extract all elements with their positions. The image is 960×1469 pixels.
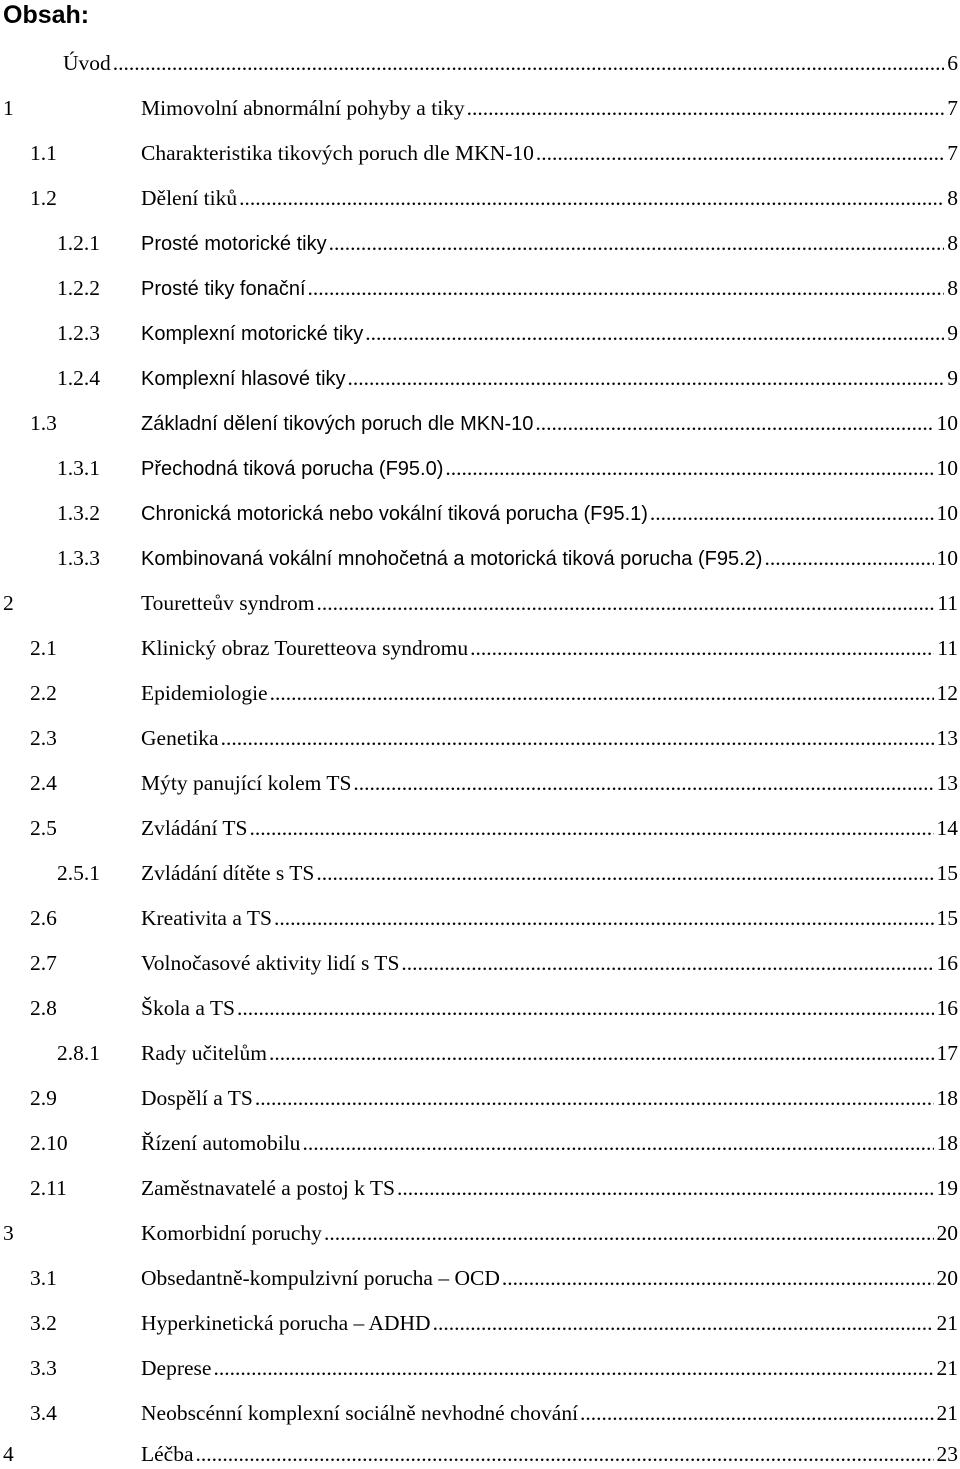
section-number: 4 [3,1442,14,1466]
toc-entry[interactable] [0,363,958,393]
page-number: 7 [947,141,958,165]
section-title: Prosté motorické tiky [141,233,327,255]
section-title: Chronická motorická nebo vokální tiková porucha (F95.1) [141,503,648,525]
page-number: 23 [936,1442,958,1466]
section-number: 2.5.1 [57,861,100,885]
dot-leader [270,678,934,708]
toc-entry[interactable] [0,858,958,888]
toc-entry[interactable] [0,1353,958,1383]
section-title: Touretteův syndrom [141,591,315,615]
page-number: 15 [936,861,958,885]
toc-entry[interactable] [0,408,958,438]
page-number: 16 [936,996,958,1020]
section-number: 3 [3,1221,14,1245]
page-number: 8 [947,231,958,255]
toc-entry[interactable] [0,1218,958,1248]
dot-leader [348,363,945,393]
section-number: 1.2 [30,186,57,210]
section-number: 1.3.3 [57,546,100,570]
dot-leader [302,1128,933,1158]
dot-leader [237,993,934,1023]
dot-leader [353,768,933,798]
toc-entry[interactable] [0,228,958,258]
dot-leader [250,813,934,843]
page-number: 10 [936,546,958,570]
section-title: Prosté tiky fonační [141,278,306,300]
page-number: 14 [936,816,958,840]
section-title: Přechodná tiková porucha (F95.0) [141,458,444,480]
section-title: Komplexní hlasové tiky [141,368,346,390]
section-number: 1.2.3 [57,321,100,345]
dot-leader [470,633,934,663]
page-number: 21 [936,1311,958,1335]
page-number: 10 [936,411,958,435]
section-number: 2.4 [30,771,57,795]
dot-leader [650,498,934,528]
page-number: 13 [936,726,958,750]
dot-leader [221,723,934,753]
page-number: 20 [936,1266,958,1290]
section-number: 3.2 [30,1311,57,1335]
dot-leader [764,543,933,573]
section-title: Léčba [141,1442,194,1466]
section-title: Komplexní motorické tiky [141,323,364,345]
section-number: 1.2.2 [57,276,100,300]
page-number: 21 [936,1356,958,1380]
page-number: 20 [936,1221,958,1245]
section-title: Zvládání dítěte s TS [141,861,315,885]
page-number: 18 [936,1086,958,1110]
page-number: 19 [936,1176,958,1200]
page-number: 7 [947,96,958,120]
dot-leader [269,1038,934,1068]
section-number: 2.3 [30,726,57,750]
section-number: 1.3.1 [57,456,100,480]
section-number: 3.1 [30,1266,57,1290]
page-number: 6 [947,51,958,75]
toc-entry[interactable] [0,678,958,708]
toc-entry[interactable] [0,498,958,528]
section-number: 2.1 [30,636,57,660]
page-number: 21 [936,1401,958,1425]
section-title: Úvod [63,51,111,75]
toc-entry[interactable] [0,588,958,618]
toc-entry[interactable] [0,813,958,843]
page-number: 9 [947,321,958,345]
section-number: 2.2 [30,681,57,705]
toc-entry[interactable] [0,1263,958,1293]
section-number: 2.10 [30,1131,68,1155]
dot-leader [324,1218,934,1248]
section-title: Kreativita a TS [141,906,272,930]
page-number: 10 [936,456,958,480]
dot-leader [213,1353,933,1383]
toc-entry[interactable] [0,723,958,753]
section-title: Deprese [141,1356,212,1380]
dot-leader [113,48,944,78]
page-number: 17 [936,1041,958,1065]
dot-leader [445,453,933,483]
section-title: Mimovolní abnormální pohyby a tiky [141,96,465,120]
section-title: Základní dělení tikových poruch dle MKN-10 [141,413,534,435]
page-number: 18 [936,1131,958,1155]
section-number: 2.7 [30,951,57,975]
section-title: Obsedantně-kompulzivní porucha – OCD [141,1266,500,1290]
toc-entry[interactable] [0,1439,958,1469]
section-number: 1.1 [30,141,57,165]
toc-entry[interactable] [0,633,958,663]
section-number: 2.8.1 [57,1041,100,1065]
dot-leader [316,588,934,618]
toc-entry[interactable] [0,453,958,483]
page-number: 15 [936,906,958,930]
section-title: Charakteristika tikových poruch dle MKN-10 [141,141,534,165]
section-number: 3.4 [30,1401,57,1425]
dot-leader [308,273,945,303]
toc-entry[interactable] [0,903,958,933]
dot-leader [397,1173,934,1203]
dot-leader [401,948,933,978]
section-number: 2.8 [30,996,57,1020]
dot-leader [580,1398,933,1428]
section-title: Klinický obraz Touretteova syndromu [141,636,469,660]
section-number: 2.6 [30,906,57,930]
toc-entry[interactable] [0,1038,958,1068]
section-number: 1.2.4 [57,366,100,390]
page-number: 8 [947,276,958,300]
dot-leader [274,903,934,933]
dot-leader [239,183,944,213]
section-title: Genetika [141,726,219,750]
section-title: Škola a TS [141,996,235,1020]
dot-leader [536,138,944,168]
dot-leader [467,93,945,123]
toc-entry[interactable] [0,273,958,303]
section-title: Kombinovaná vokální mnohočetná a motorická tiková porucha (F95.2) [141,548,763,570]
section-number: 1 [3,96,14,120]
toc-entry[interactable] [0,1308,958,1338]
dot-leader [502,1263,934,1293]
toc-entry[interactable] [0,1128,958,1158]
page-number: 11 [937,591,958,615]
section-title: Zaměstnavatelé a postoj k TS [141,1176,395,1200]
dot-leader [433,1308,934,1338]
page-number: 11 [937,636,958,660]
dot-leader [329,228,945,258]
section-title: Hyperkinetická porucha – ADHD [141,1311,431,1335]
dot-leader [316,858,933,888]
section-title: Dospělí a TS [141,1086,253,1110]
toc-entry[interactable] [0,993,958,1023]
page-number: 16 [936,951,958,975]
dot-leader [365,318,944,348]
toc-entry[interactable] [0,318,958,348]
dot-leader [196,1439,934,1469]
section-number: 3.3 [30,1356,57,1380]
section-number: 2 [3,591,14,615]
section-title: Neobscénní komplexní sociálně nevhodné chování [141,1401,579,1425]
section-number: 2.5 [30,816,57,840]
toc-entry[interactable] [0,543,958,573]
toc-entry[interactable] [0,93,958,123]
toc-entry[interactable] [0,948,958,978]
section-title: Řízení automobilu [141,1131,301,1155]
page-number: 13 [936,771,958,795]
section-number: 2.9 [30,1086,57,1110]
section-title: Mýty panující kolem TS [141,771,352,795]
section-title: Rady učitelům [141,1041,267,1065]
section-number: 1.3.2 [57,501,100,525]
section-number: 1.3 [30,411,57,435]
toc-entry[interactable] [0,1173,958,1203]
dot-leader [535,408,933,438]
toc-entry[interactable] [0,48,958,78]
section-title: Dělení tiků [141,186,238,210]
section-number: 1.2.1 [57,231,100,255]
section-title: Komorbidní poruchy [141,1221,322,1245]
toc-entry[interactable] [0,183,958,213]
dot-leader [255,1083,934,1113]
section-number: 2.11 [30,1176,67,1200]
section-title: Zvládání TS [141,816,248,840]
page-title: Obsah: [3,1,90,29]
toc-entry[interactable] [0,138,958,168]
toc-entry[interactable] [0,1398,958,1428]
page-number: 12 [936,681,958,705]
section-title: Volnočasové aktivity lidí s TS [141,951,400,975]
toc-entry[interactable] [0,768,958,798]
page-number: 8 [947,186,958,210]
page-number: 10 [936,501,958,525]
page-number: 9 [947,366,958,390]
section-title: Epidemiologie [141,681,268,705]
toc-entry[interactable] [0,1083,958,1113]
